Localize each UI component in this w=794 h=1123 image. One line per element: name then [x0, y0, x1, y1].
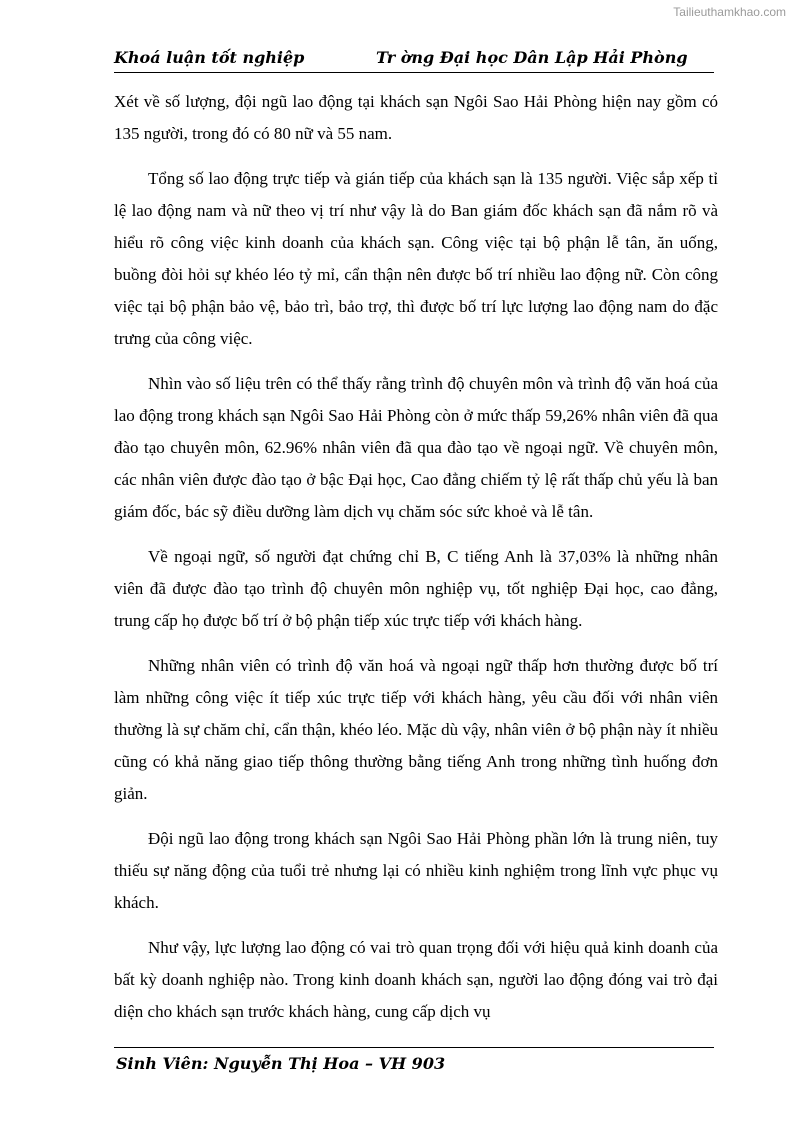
header-university: Tr ờng Đại học Dân Lập Hải Phòng: [376, 48, 688, 67]
body-text: [114, 86, 718, 1041]
paragraph-6: Đội ngũ lao động trong khách sạn Ngôi Sao Hải Phòng phần lớn là trung niên, tuy thiếu sự năng động của tuổi trẻ nhưng lại có nhiều kinh nghiệm trong lĩnh vực phục vụ khách.: [114, 829, 718, 912]
paragraph-3: Nhìn vào số liệu trên có thể thấy rằng trình độ chuyên môn và trình độ văn hoá của lao động trong khách sạn Ngôi Sao Hải Phòng còn ở mức thấp 59,26% nhân viên đã qua đào tạo chuyên môn, 62.96% nhân viên đã qua đào tạo về ngoại ngữ. Về chuyên môn, các nhân viên được đào tạo ở bậc Đại học, Cao đẳng chiếm tỷ lệ rất thấp chủ yếu là ban giám đốc, bác sỹ điều dưỡng làm dịch vụ chăm sóc sức khoẻ và lễ tân.: [114, 374, 718, 521]
paragraph-7: Như vậy, lực lượng lao động có vai trò quan trọng đối với hiệu quả kinh doanh của bất kỳ doanh nghiệp nào. Trong kinh doanh khách sạn, người lao động đóng vai trò đại diện cho khách sạn trước khách hàng, cung cấp dịch vụ: [114, 938, 718, 1021]
paragraph-2: Tổng số lao động trực tiếp và gián tiếp của khách sạn là 135 người. Việc sắp xếp tỉ lệ lao động nam và nữ theo vị trí như vậy là do Ban giám đốc khách sạn đã nắm rõ và hiểu rõ công việc kinh doanh của khách sạn. Công việc tại bộ phận lễ tân, ăn uống, buồng đòi hỏi sự khéo léo tỷ mỉ, cẩn thận nên được bố trí nhiều lao động nữ. Còn công việc tại bộ phận bảo vệ, bảo trì, bảo trợ, thì được bố trí lực lượng lao động nam do đặc trưng của công việc.: [114, 169, 718, 348]
paragraph-1: Xét về số lượng, đội ngũ lao động tại khách sạn Ngôi Sao Hải Phòng hiện nay gồm có 135 người, trong đó có 80 nữ và 55 nam.: [114, 92, 718, 143]
footer-student: Sinh Viên: Nguyễn Thị Hoa – VH 903: [116, 1054, 446, 1073]
paragraph-5: Những nhân viên có trình độ văn hoá và ngoại ngữ thấp hơn thường được bố trí làm những công việc ít tiếp xúc trực tiếp với khách hàng, yêu cầu đối với nhân viên thường là sự chăm chỉ, cẩn thận, khéo léo. Mặc dù vậy, nhân viên ở bộ phận này ít nhiều cũng có khả năng giao tiếp thông thường bằng tiếng Anh trong những tình huống đơn giản.: [114, 656, 718, 803]
watermark: Tailieuthamkhao.com: [673, 5, 786, 19]
paragraph-4: Về ngoại ngữ, số người đạt chứng chỉ B, C tiếng Anh là 37,03% là những nhân viên đã được đào tạo trình độ chuyên môn nghiệp vụ, tốt nghiệp Đại học, cao đẳng, trung cấp họ được bố trí ở bộ phận tiếp xúc trực tiếp với khách hàng.: [114, 547, 718, 630]
header-thesis-title: Khoá luận tốt nghiệp: [114, 48, 305, 67]
footer-divider: [114, 1047, 714, 1048]
page-header: [114, 48, 714, 73]
